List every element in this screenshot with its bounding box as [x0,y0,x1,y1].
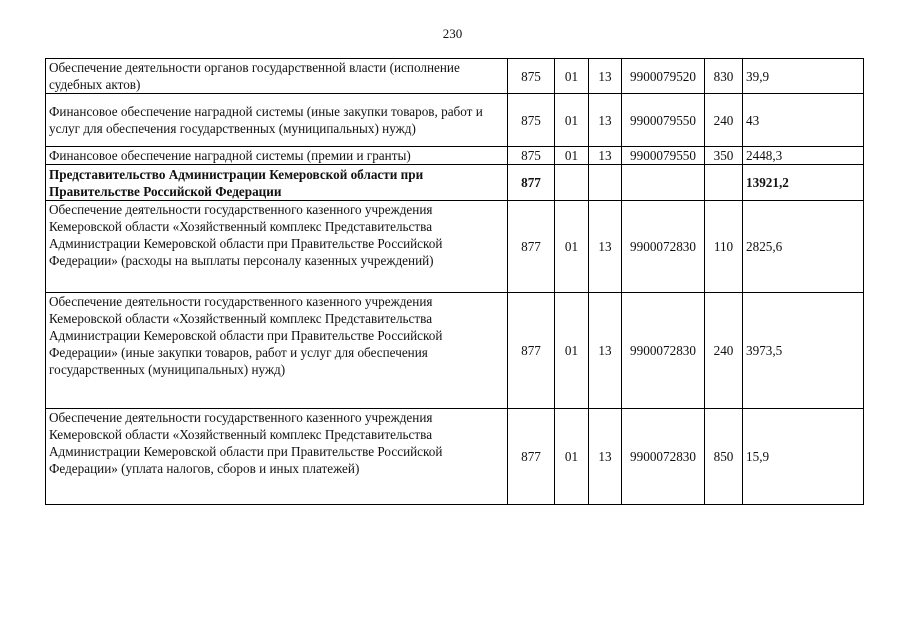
row-csr: 9900079550 [622,94,705,147]
table-row-header [46,165,864,201]
row-rz: 01 [555,409,589,505]
row-vr: 350 [705,147,743,165]
row-rz: 01 [555,94,589,147]
row-rz: 01 [555,293,589,409]
row-pr: 13 [589,293,622,409]
row-name: Финансовое обеспечение наградной системы (иные закупки товаров, работ и услуг для обеспечения государственных (муниципальных) нужд) [46,94,508,147]
row-sum: 2825,6 [743,201,864,293]
row-name: Обеспечение деятельности государственного казенного учреждения Кемеровской области «Хозяйственный комплекс Представительства Администрации Кемеровской области при Правительстве Российской Федерации» (иные закупки товаров, работ и услуг для обеспечения государственных (муниципальных) нужд) [46,293,508,409]
row-rz: 01 [555,59,589,94]
table-row [46,409,864,505]
row-vr: 830 [705,59,743,94]
row-sum: 15,9 [743,409,864,505]
row-grbs: 877 [508,165,555,201]
row-csr [622,165,705,201]
row-rz: 01 [555,201,589,293]
row-grbs: 877 [508,201,555,293]
row-grbs: 877 [508,293,555,409]
row-csr: 9900072830 [622,409,705,505]
row-rz [555,165,589,201]
row-name: Представительство Администрации Кемеровской области при Правительстве Российской Федерации [46,165,508,201]
row-rz: 01 [555,147,589,165]
row-pr: 13 [589,409,622,505]
table-row [46,59,864,94]
row-vr: 850 [705,409,743,505]
row-sum: 2448,3 [743,147,864,165]
row-name: Обеспечение деятельности государственного казенного учреждения Кемеровской области «Хозяйственный комплекс Представительства Администрации Кемеровской области при Правительстве Российской Федерации» (уплата налогов, сборов и иных платежей) [46,409,508,505]
row-vr: 240 [705,293,743,409]
row-csr: 9900072830 [622,293,705,409]
table-row [46,201,864,293]
budget-table [45,58,864,505]
row-pr: 13 [589,59,622,94]
row-pr: 13 [589,147,622,165]
row-grbs: 877 [508,409,555,505]
row-vr: 110 [705,201,743,293]
row-pr: 13 [589,94,622,147]
row-sum: 13921,2 [743,165,864,201]
row-sum: 43 [743,94,864,147]
page-number: 230 [442,26,463,41]
row-grbs: 875 [508,94,555,147]
table-row [46,147,864,165]
row-csr: 9900079520 [622,59,705,94]
row-sum: 3973,5 [743,293,864,409]
row-csr: 9900072830 [622,201,705,293]
row-name: Обеспечение деятельности государственного казенного учреждения Кемеровской области «Хозяйственный комплекс Представительства Администрации Кемеровской области при Правительстве Российской Федерации» (расходы на выплаты персоналу казенных учреждений) [46,201,508,293]
row-vr [705,165,743,201]
row-csr: 9900079550 [622,147,705,165]
row-name: Финансовое обеспечение наградной системы (премии и гранты) [46,147,508,165]
row-pr [589,165,622,201]
row-vr: 240 [705,94,743,147]
row-sum: 39,9 [743,59,864,94]
row-pr: 13 [589,201,622,293]
row-grbs: 875 [508,59,555,94]
row-name: Обеспечение деятельности органов государственной власти (исполнение судебных актов) [46,59,508,94]
table-row [46,293,864,409]
table-row [46,94,864,147]
row-grbs: 875 [508,147,555,165]
